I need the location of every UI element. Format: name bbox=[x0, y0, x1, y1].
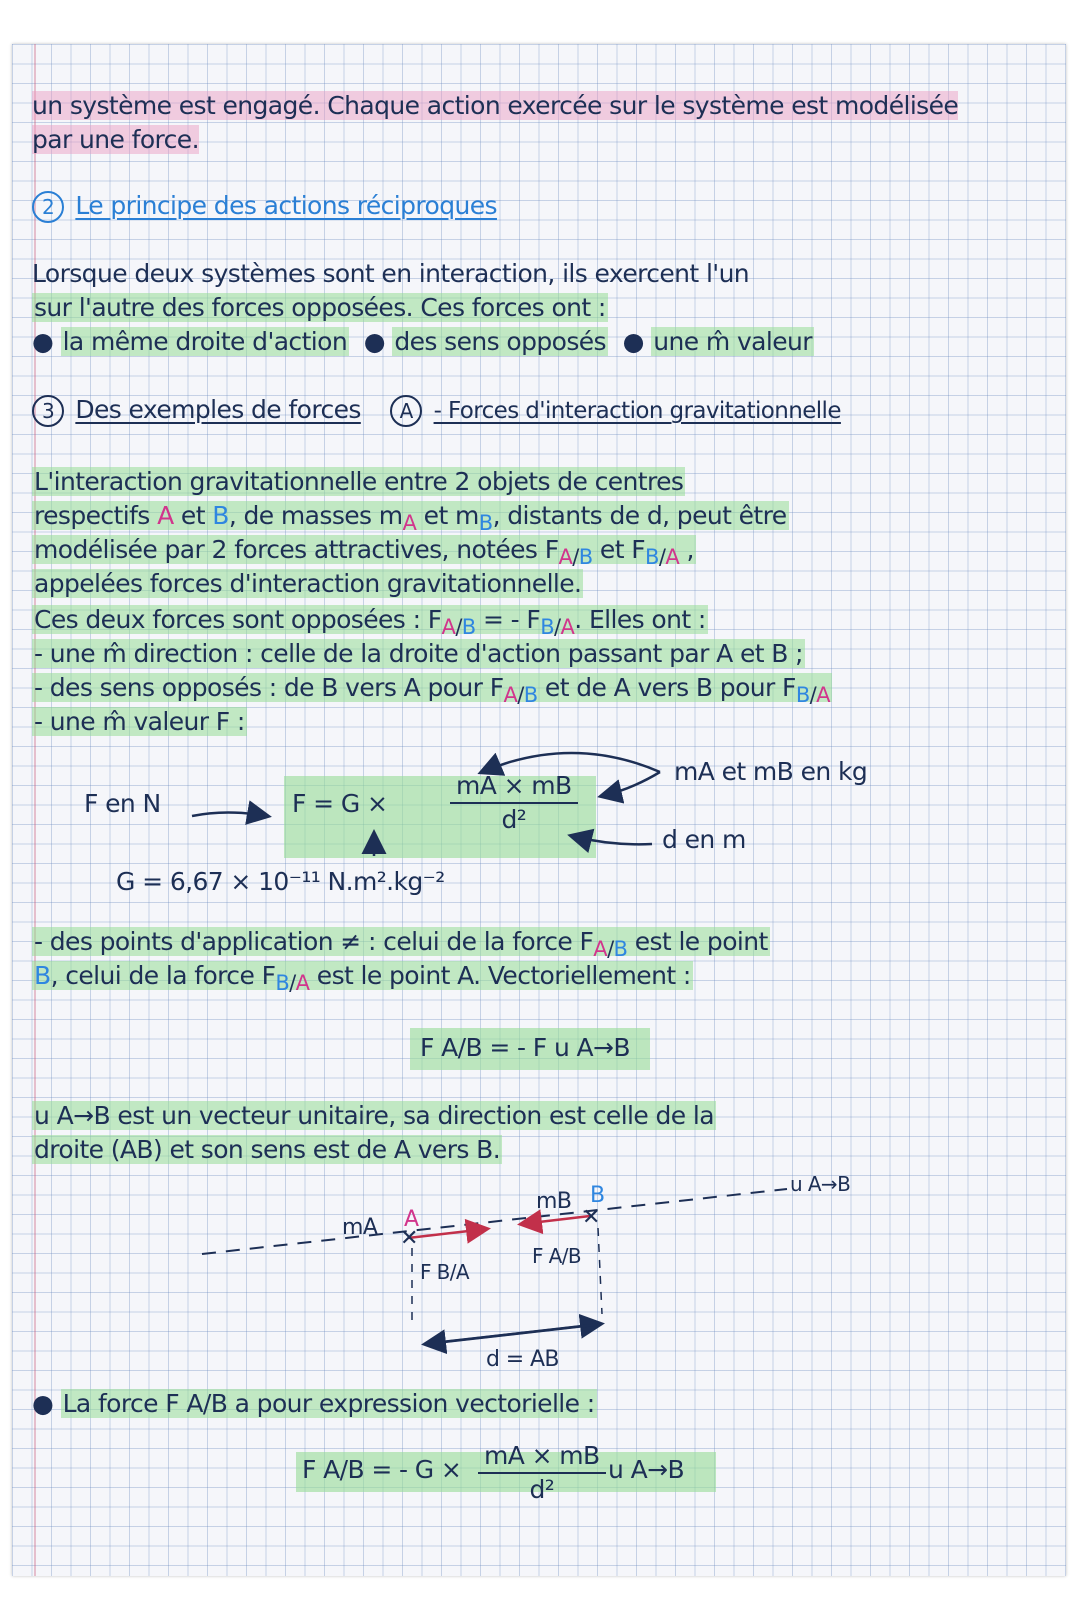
diagram-label-u: u A→B bbox=[790, 1172, 851, 1196]
body-p2-line-3: - des sens opposés : de B vers A pour $F_{A/B}$ et de A vers B pour $F_{B/A}$ bbox=[34, 673, 830, 707]
bullet-dot: ● bbox=[32, 1389, 54, 1418]
body-p2-line-1: Ces deux forces sont opposées : $F_{A/B}$ = - $F_{B/A}$. Elles ont : bbox=[34, 605, 706, 639]
formula-denominator: d² bbox=[501, 805, 527, 834]
formula-f-label: F en N bbox=[84, 789, 161, 818]
intro-line-2: par une force. bbox=[32, 125, 199, 154]
vector-equation: F A/B = - F u A→B bbox=[420, 1033, 630, 1062]
diagram-label-d: d = AB bbox=[486, 1347, 559, 1372]
vector-expr-lhs: F A/B = - G × bbox=[302, 1455, 462, 1484]
section2-heading: 2 Le principe des actions réciproques bbox=[32, 190, 497, 223]
svg-text:✕: ✕ bbox=[582, 1205, 601, 1230]
diagram-label-A: A bbox=[404, 1207, 419, 1232]
section2-bullets: ● la même droite d'action ● des sens opposés ● une m̂ valeur bbox=[32, 327, 812, 356]
body-p1-line-3: modélisée par 2 forces attractives, notées $F_{A/B}$ et $F_{B/A}$ , bbox=[34, 535, 694, 569]
formula-numerator: mA × mB bbox=[450, 770, 578, 804]
formula-lhs: F = G × bbox=[292, 789, 388, 818]
grid-paper-sheet bbox=[12, 44, 1066, 1576]
diagram-label-mB: mB bbox=[536, 1189, 572, 1214]
vector-expr-denominator: d² bbox=[529, 1475, 555, 1504]
svg-text:✕: ✕ bbox=[400, 1226, 419, 1251]
vector-expr-tail: u A→B bbox=[608, 1455, 684, 1484]
section2-line-1: Lorsque deux systèmes sont en interaction, ils exercent l'un bbox=[32, 259, 750, 288]
bullet-dot: ● bbox=[32, 327, 54, 356]
diagram-label-mA: mA bbox=[342, 1215, 378, 1240]
body-p1-line-4: appelées forces d'interaction gravitationnelle. bbox=[34, 569, 582, 598]
diagram-label-FBA: F B/A bbox=[420, 1260, 470, 1284]
formula-dist-note: d en m bbox=[662, 825, 746, 854]
vector-expr-fraction bbox=[478, 1440, 606, 1506]
subsection-letter-badge: A bbox=[390, 395, 422, 427]
unit-vector-line-1: u A→B est un vecteur unitaire, sa direction est celle de la bbox=[34, 1101, 714, 1130]
section-number-badge: 2 bbox=[32, 191, 64, 223]
bullet-dot: ● bbox=[363, 327, 385, 356]
application-line-1: - des points d'application ≠ : celui de la force $F_{A/B}$ est le point bbox=[34, 927, 768, 961]
formula-mass-note: mA et mB en kg bbox=[674, 757, 868, 786]
intro-line-1: un système est engagé. Chaque action exercée sur le système est modélisée bbox=[32, 91, 959, 120]
formula-g-value: G = 6,67 × 10⁻¹¹ N.m².kg⁻² bbox=[116, 867, 445, 896]
body-p1-line-1: L'interaction gravitationnelle entre 2 objets de centres bbox=[34, 467, 684, 496]
bullet-dot: ● bbox=[622, 327, 644, 356]
body-p1-line-2: respectifs A et B, de masses $m_A$ et $m_B$, distants de d, peut être bbox=[34, 501, 787, 535]
section3-heading: 3 Des exemples de forces A - Forces d'interaction gravitationnelle bbox=[32, 394, 841, 427]
vector-expr-bullet: ● La force F A/B a pour expression vectorielle : bbox=[32, 1389, 595, 1418]
application-line-2: B, celui de la force $F_{B/A}$ est le point A. Vectoriellement : bbox=[34, 961, 691, 995]
unit-vector-line-2: droite (AB) et son sens est de A vers B. bbox=[34, 1135, 501, 1164]
section2-line-2: sur l'autre des forces opposées. Ces forces ont : bbox=[34, 293, 606, 322]
diagram-label-B: B bbox=[590, 1183, 605, 1208]
body-p2-line-4: - une m̂ valeur F : bbox=[34, 707, 245, 736]
section-number-badge: 3 bbox=[32, 395, 64, 427]
diagram-label-FAB: F A/B bbox=[532, 1244, 582, 1268]
body-p2-line-2: - une m̂ direction : celle de la droite d'action passant par A et B ; bbox=[34, 639, 803, 668]
vector-expr-numerator: mA × mB bbox=[478, 1440, 606, 1474]
